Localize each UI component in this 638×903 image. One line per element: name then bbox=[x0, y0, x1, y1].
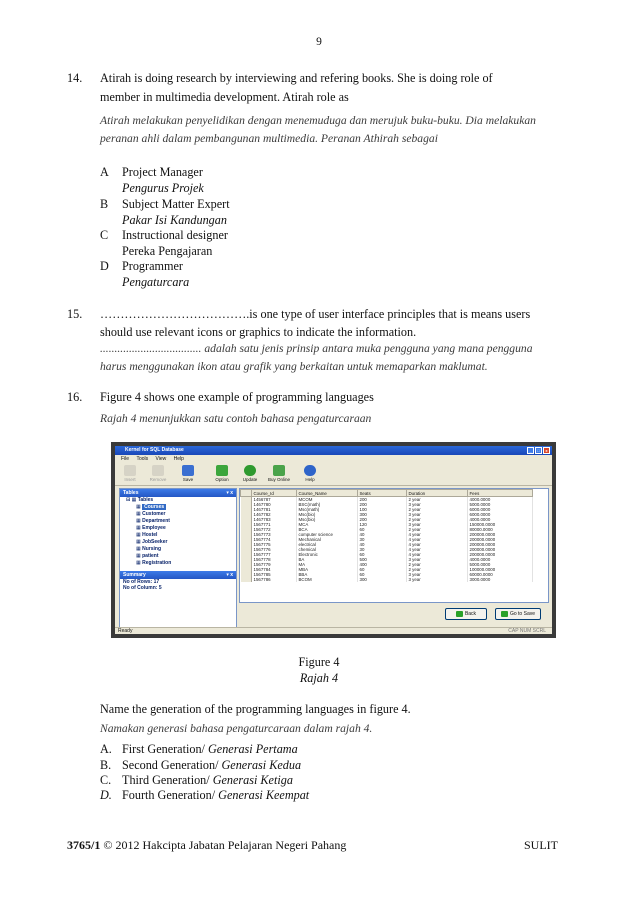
copyright: © 2012 Hakcipta Jabatan Pelajaran Negeri Pahang bbox=[103, 838, 347, 852]
table-header-row bbox=[241, 490, 533, 497]
tree-item-label: Customer bbox=[142, 511, 166, 517]
q14-ms-line2: peranan ahli dalam pembangunan multimedia. Peranan Athirah sebagai bbox=[100, 132, 438, 145]
table-cell[interactable]: 3 year bbox=[406, 577, 467, 582]
q14-option-en: Programmer bbox=[122, 259, 183, 273]
table-cell[interactable]: 3 year bbox=[406, 502, 467, 507]
table-cell[interactable]: 100000.0000 bbox=[467, 567, 532, 572]
menu-tools[interactable]: Tools bbox=[136, 456, 149, 462]
table-icon: ▦ bbox=[136, 518, 143, 524]
column-header[interactable]: Course_Id bbox=[251, 490, 296, 497]
status-bar bbox=[115, 627, 552, 634]
paper-code: 3765/1 bbox=[67, 838, 101, 852]
save-button[interactable] bbox=[177, 465, 199, 482]
forward-icon bbox=[501, 611, 508, 617]
data-grid bbox=[239, 488, 549, 603]
tree-item-label: Registration bbox=[142, 560, 172, 566]
status-indicators: CAP NUM SCRL bbox=[508, 628, 546, 634]
q14-option-en: Instructional designer bbox=[122, 228, 228, 242]
q15-number: 15. bbox=[67, 307, 83, 321]
courses-table bbox=[240, 489, 533, 582]
q14-ms-line1: Atirah melakukan penyelidikan dengan menemuduga dan merujuk buku-buku. Dia melakukan bbox=[100, 114, 536, 127]
table-cell[interactable]: 1456787 bbox=[251, 497, 296, 503]
back-button[interactable] bbox=[445, 608, 487, 620]
table-cell[interactable]: BSC(math) bbox=[296, 502, 357, 507]
table-icon: ▦ bbox=[136, 560, 143, 566]
footer-left bbox=[67, 838, 346, 853]
summary-cols-label: No of Column: bbox=[123, 585, 158, 591]
table-cell[interactable]: 1467782 bbox=[251, 512, 296, 517]
tree-root-label: Tables bbox=[137, 497, 154, 503]
insert-icon bbox=[124, 465, 136, 476]
table-cell[interactable]: 1567778 bbox=[251, 557, 296, 562]
nav-bar bbox=[239, 604, 547, 622]
summary-panel-header bbox=[120, 571, 236, 579]
q14-option-letter: B bbox=[100, 197, 109, 211]
remove-label: Remove bbox=[149, 477, 167, 482]
remove-icon bbox=[152, 465, 164, 476]
q15-ms-line2: harus menggunakan ikon atau grafik yang berkaitan untuk memaparkan maklumat. bbox=[100, 360, 488, 373]
table-cell[interactable]: 4 year bbox=[406, 542, 467, 547]
table-cell[interactable]: 1567774 bbox=[251, 537, 296, 542]
table-cell[interactable]: BA bbox=[296, 557, 357, 562]
q16-en-line1: Figure 4 shows one example of programming languages bbox=[100, 390, 374, 404]
table-cell[interactable]: 5000.0000 bbox=[467, 502, 532, 507]
table-cell[interactable]: 200 bbox=[357, 517, 406, 522]
q16-option bbox=[122, 787, 309, 804]
summary-panel-title: Summary bbox=[123, 572, 146, 578]
maximize-icon[interactable]: □ bbox=[535, 447, 542, 454]
table-cell[interactable]: Msc(bio) bbox=[296, 517, 357, 522]
q15-en-line2: should use relevant icons or graphics to indicate the information. bbox=[100, 325, 417, 339]
table-cell[interactable]: 400 bbox=[357, 562, 406, 567]
summary-rows-value: 17 bbox=[153, 579, 160, 585]
table-cell[interactable]: BBA bbox=[296, 572, 357, 577]
summary-cols-value: 5 bbox=[158, 585, 162, 591]
q16-option-en: Third Generation/ bbox=[122, 773, 210, 787]
table-cell[interactable]: 2 year bbox=[406, 567, 467, 572]
tree-item[interactable] bbox=[126, 532, 236, 539]
tree-item-label: Nursing bbox=[142, 546, 162, 552]
summary-content bbox=[120, 579, 236, 591]
table-cell[interactable]: 1567786 bbox=[251, 577, 296, 582]
window-titlebar bbox=[115, 446, 552, 455]
app-window bbox=[115, 446, 552, 634]
table-icon: ▦ bbox=[136, 525, 143, 531]
table-cell[interactable]: 1467783 bbox=[251, 517, 296, 522]
table-cell[interactable]: BCOM bbox=[296, 577, 357, 582]
table-icon: ▦ bbox=[136, 553, 143, 559]
column-header[interactable]: Fees bbox=[467, 490, 532, 497]
insert-button[interactable] bbox=[119, 465, 141, 482]
table-cell[interactable]: 4 year bbox=[406, 537, 467, 542]
table-cell[interactable]: 3000.0000 bbox=[467, 577, 532, 582]
q16-option-ms: Generasi Keempat bbox=[218, 788, 310, 802]
table-cell[interactable]: 6000.0000 bbox=[467, 507, 532, 512]
option-icon bbox=[216, 465, 228, 476]
table-cell[interactable]: 60 bbox=[357, 552, 406, 557]
tree-item[interactable] bbox=[126, 525, 236, 532]
table-cell[interactable]: 4000.0000 bbox=[467, 497, 532, 503]
table-cell[interactable]: 3 year bbox=[406, 572, 467, 577]
tree-item-label: Employee bbox=[142, 525, 166, 531]
update-button[interactable] bbox=[239, 465, 261, 482]
table-cell[interactable]: 4 year bbox=[406, 552, 467, 557]
table-cell[interactable]: 6000.0000 bbox=[467, 512, 532, 517]
table-cell[interactable]: MCA bbox=[296, 522, 357, 527]
table-cell[interactable]: 2 year bbox=[406, 517, 467, 522]
table-cell[interactable]: 200 bbox=[357, 502, 406, 507]
q16-option-ms: Generasi Ketiga bbox=[212, 773, 293, 787]
table-cell[interactable]: 4 year bbox=[406, 532, 467, 537]
buy-online-button[interactable] bbox=[265, 465, 293, 482]
table-cell[interactable]: Mechanical bbox=[296, 537, 357, 542]
buy-online-label: Buy Online bbox=[267, 477, 290, 482]
table-cell[interactable]: 1567772 bbox=[251, 527, 296, 532]
table-icon: ▦ bbox=[131, 497, 137, 503]
table-cell[interactable]: 200000.0000 bbox=[467, 532, 532, 537]
menu-bar bbox=[115, 455, 552, 463]
table-cell[interactable]: 300 bbox=[357, 512, 406, 517]
table-cell[interactable]: 1567779 bbox=[251, 562, 296, 567]
menu-file[interactable]: File bbox=[121, 456, 130, 462]
tables-panel-header bbox=[120, 489, 236, 497]
table-cell[interactable]: 30 bbox=[357, 547, 406, 552]
table-cell[interactable]: 1567777 bbox=[251, 552, 296, 557]
help-button[interactable] bbox=[299, 465, 321, 482]
table-cell[interactable]: 3 year bbox=[406, 557, 467, 562]
table-cell[interactable]: 1567784 bbox=[251, 567, 296, 572]
q16-option-letter: A. bbox=[100, 742, 112, 756]
table-cell[interactable]: 40 bbox=[357, 542, 406, 547]
help-label: Help bbox=[305, 477, 315, 482]
table-icon: ▦ bbox=[136, 504, 143, 510]
q16-number: 16. bbox=[67, 390, 83, 404]
table-cell[interactable]: 60 bbox=[357, 572, 406, 577]
close-icon[interactable]: ▾ x bbox=[226, 490, 233, 496]
option-button[interactable] bbox=[211, 465, 233, 482]
table-cell[interactable]: MA bbox=[296, 562, 357, 567]
q16-option-letter: B. bbox=[100, 758, 112, 772]
table-cell[interactable]: 1467780 bbox=[251, 502, 296, 507]
table-cell[interactable]: MCOM bbox=[296, 497, 357, 503]
summary-cols bbox=[123, 585, 236, 591]
tree-item[interactable] bbox=[126, 546, 236, 553]
q16-prompt-en: Name the generation of the programming languages in figure 4. bbox=[100, 702, 411, 716]
table-cell[interactable]: 100 bbox=[357, 507, 406, 512]
table-cell[interactable]: 1567776 bbox=[251, 547, 296, 552]
figure-caption-en: Figure 4 bbox=[298, 655, 340, 669]
table-icon: ▦ bbox=[136, 539, 143, 545]
tree-item-label: Department bbox=[142, 518, 170, 524]
table-cell[interactable]: 3 year bbox=[406, 522, 467, 527]
close-icon[interactable]: ▾ x bbox=[226, 572, 233, 578]
table-cell[interactable]: computer science bbox=[296, 532, 357, 537]
tree-item-label: Courses bbox=[144, 504, 165, 510]
q14-option-letter: D bbox=[100, 259, 109, 273]
tree-item[interactable] bbox=[126, 511, 236, 518]
q14-option-letter: C bbox=[100, 228, 109, 242]
q16-option-ms: Generasi Kedua bbox=[221, 758, 302, 772]
remove-button[interactable] bbox=[147, 465, 169, 482]
table-cell[interactable]: BCA bbox=[296, 527, 357, 532]
q14-option-ms: Pengurus Projek bbox=[122, 181, 204, 195]
table-cell[interactable]: 60 bbox=[357, 567, 406, 572]
q14-option-ms: Pengaturcara bbox=[122, 275, 190, 289]
help-icon bbox=[304, 465, 316, 476]
go-to-save-label: Go to Save bbox=[509, 611, 535, 617]
header-corner bbox=[241, 490, 252, 497]
q16-option-en: First Generation/ bbox=[122, 742, 205, 756]
q14-option-en: Project Manager bbox=[122, 165, 203, 179]
table-icon: ▦ bbox=[136, 511, 143, 517]
table-cell[interactable]: 80000.0000 bbox=[467, 527, 532, 532]
insert-label: Insert bbox=[124, 477, 136, 482]
table-cell[interactable]: 4000.0000 bbox=[467, 557, 532, 562]
table-cell[interactable]: 5000.0000 bbox=[467, 562, 532, 567]
table-cell[interactable]: MBA bbox=[296, 567, 357, 572]
column-header[interactable]: Course_Name bbox=[296, 490, 357, 497]
tables-panel bbox=[119, 488, 237, 631]
table-cell[interactable]: 1567771 bbox=[251, 522, 296, 527]
minimize-icon[interactable]: _ bbox=[527, 447, 534, 454]
q14-option-ms: Pakar Isi Kandungan bbox=[122, 213, 227, 227]
table-cell[interactable]: 4 year bbox=[406, 547, 467, 552]
q16-prompt-ms: Namakan generasi bahasa pengaturcaraan dalam rajah 4. bbox=[100, 722, 373, 735]
update-label: Update bbox=[242, 477, 258, 482]
table-cell[interactable]: 200000.0000 bbox=[467, 547, 532, 552]
q16-option-letter: D. bbox=[100, 788, 112, 802]
table-cell[interactable]: 1567775 bbox=[251, 542, 296, 547]
tree-item-label: patient bbox=[142, 553, 159, 559]
table-cell[interactable]: 1467781 bbox=[251, 507, 296, 512]
table-cell[interactable]: 1567773 bbox=[251, 532, 296, 537]
menu-view[interactable]: View bbox=[155, 456, 167, 462]
table-cell[interactable]: 500 bbox=[357, 557, 406, 562]
table-cell[interactable]: 60000.0000 bbox=[467, 572, 532, 577]
table-cell[interactable]: 2 year bbox=[406, 562, 467, 567]
tree-item-label: Hostel bbox=[142, 532, 158, 538]
table-cell[interactable]: 200000.0000 bbox=[467, 542, 532, 547]
table-cell[interactable]: Electronic bbox=[296, 552, 357, 557]
close-icon[interactable]: x bbox=[543, 447, 550, 454]
toolbar bbox=[115, 463, 552, 486]
q16-option bbox=[122, 741, 298, 758]
table-cell[interactable]: 300 bbox=[357, 577, 406, 582]
table-cell[interactable]: 150000.0000 bbox=[467, 522, 532, 527]
q16-option-en: Second Generation/ bbox=[122, 758, 219, 772]
column-header[interactable]: Duration bbox=[406, 490, 467, 497]
table-cell[interactable]: Msc(bio) bbox=[296, 512, 357, 517]
table-row[interactable] bbox=[241, 577, 533, 582]
table-cell[interactable]: 60 bbox=[357, 527, 406, 532]
tree-item[interactable] bbox=[126, 504, 236, 511]
q16-option-ms: Generasi Pertama bbox=[207, 742, 298, 756]
table-cell[interactable]: 2 year bbox=[406, 507, 467, 512]
q14-option-ms: Pereka Pengajaran bbox=[122, 244, 213, 258]
q15-ms-line1: ................................... adalah satu jenis prinsip antara muka pengguna yang mana pengguna bbox=[100, 342, 533, 355]
table-cell[interactable]: 3 year bbox=[406, 512, 467, 517]
table-cell[interactable]: Msc(math) bbox=[296, 507, 357, 512]
table-cell[interactable]: 2 year bbox=[406, 527, 467, 532]
q15-en-line1: ……………………………….is one type of user interface principles that is means users bbox=[100, 307, 531, 321]
back-icon bbox=[456, 611, 463, 617]
q16-ms-line1: Rajah 4 menunjukkan satu contoh bahasa pengaturcaraan bbox=[100, 412, 372, 425]
figure-caption-ms: Rajah 4 bbox=[299, 671, 339, 685]
tables-panel-title: Tables bbox=[123, 490, 139, 496]
summary-rows-label: No of Rows: bbox=[123, 579, 153, 585]
q14-option-letter: A bbox=[100, 165, 109, 179]
table-cell[interactable]: 40 bbox=[357, 532, 406, 537]
q14-option-en: Subject Matter Expert bbox=[122, 197, 230, 211]
q14-en-line2: member in multimedia development. Atirah role as bbox=[100, 90, 349, 104]
table-cell[interactable]: 200000.0000 bbox=[467, 552, 532, 557]
table-cell[interactable]: 30 bbox=[357, 537, 406, 542]
table-cell[interactable]: 1567785 bbox=[251, 572, 296, 577]
q16-option-letter: C. bbox=[100, 773, 112, 787]
save-label: Save bbox=[182, 477, 194, 482]
cart-icon bbox=[273, 465, 285, 476]
tree-item[interactable] bbox=[126, 560, 236, 567]
window-title: Kernel for SQL Database bbox=[125, 447, 184, 453]
tree-item[interactable] bbox=[126, 539, 236, 546]
table-icon: ▦ bbox=[136, 546, 143, 552]
row-selector[interactable] bbox=[241, 577, 252, 582]
table-cell[interactable]: chemical bbox=[296, 547, 357, 552]
status-text: Ready bbox=[118, 628, 133, 634]
page-number: 9 bbox=[316, 36, 322, 48]
table-cell[interactable]: 200000.0000 bbox=[467, 537, 532, 542]
q16-option-en: Fourth Generation/ bbox=[122, 788, 216, 802]
tree-item-label: JobSeeker bbox=[142, 539, 168, 545]
q14-number: 14. bbox=[67, 71, 83, 85]
tree-item[interactable] bbox=[126, 553, 236, 560]
figure-4-screenshot bbox=[111, 442, 556, 638]
menu-help[interactable]: Help bbox=[173, 456, 184, 462]
q14-en-line1: Atirah is doing research by interviewing and refering books. She is doing role of bbox=[100, 71, 493, 85]
table-cell[interactable]: electrical bbox=[296, 542, 357, 547]
table-cell[interactable]: 200 bbox=[357, 497, 406, 503]
tree-root[interactable]: ⊟ ▦ Tables bbox=[126, 497, 154, 503]
footer-classification: SULIT bbox=[524, 838, 558, 852]
save-icon bbox=[182, 465, 194, 476]
go-to-save-button[interactable] bbox=[495, 608, 541, 620]
tree-item[interactable] bbox=[126, 518, 236, 525]
update-icon bbox=[244, 465, 256, 476]
table-icon: ▦ bbox=[136, 532, 143, 538]
table-cell[interactable]: 2 year bbox=[406, 497, 467, 503]
column-header[interactable]: Seats bbox=[357, 490, 406, 497]
table-tree bbox=[120, 497, 236, 567]
option-label: Option bbox=[215, 477, 229, 482]
table-cell[interactable]: 120 bbox=[357, 522, 406, 527]
back-button-label: Back bbox=[464, 611, 477, 617]
table-cell[interactable]: 4000.0000 bbox=[467, 517, 532, 522]
